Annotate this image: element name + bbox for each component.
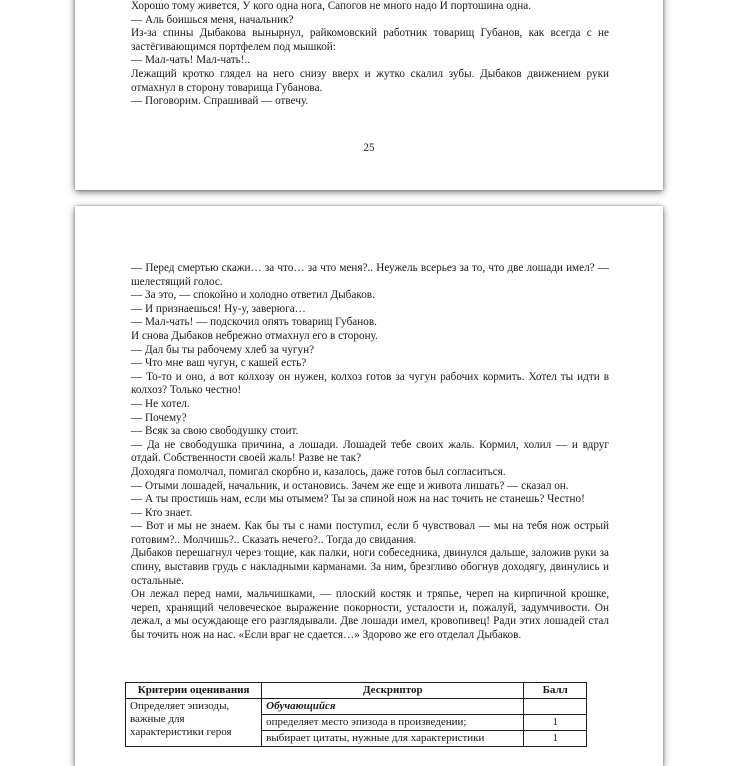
subheader-learner: Обучающийся <box>262 699 524 715</box>
paragraph: Доходяга помолчал, помигал скорбно и, казалось, даже готов был согласиться. <box>131 465 506 478</box>
paragraph: — Не хотел. <box>131 397 190 410</box>
document-page-bottom <box>75 206 663 766</box>
paragraph: — Перед смертью скажи… за что… за что меня?.. Неужель всерьез за то, что две лошади имел? — шелестящий голос. <box>131 262 609 288</box>
header-score: Балл <box>524 683 587 699</box>
paragraph: Из-за спины Дыбакова вынырнул, райкомовский работник товарищ Губанов, как всегда с не застёгивающимся портфелем под мышкой: <box>131 27 609 53</box>
paragraph: Хорошо тому живется, У кого одна нога, Сапогов не много надо И портошина одна. <box>131 0 531 12</box>
score-cell: 1 <box>524 715 587 731</box>
paragraph: — И признаешься! Ну-у, заверюга… <box>131 302 306 315</box>
descriptor-cell: определяет место эпизода в произведении; <box>262 715 524 731</box>
assessment-criteria-table <box>125 682 587 747</box>
paragraph: — Что мне ваш чугун, с кашей есть? <box>131 357 307 370</box>
paragraph: — Почему? <box>131 411 187 424</box>
table-subheader-row <box>126 699 587 715</box>
paragraph: — То-то и оно, а вот колхозу он нужен, колхоз готов за чугун рабочих кормить. Хотел ты идти в колхоз? Только честно! <box>131 370 609 397</box>
paragraph: — Мал-чать! Мал-чать!.. <box>131 54 251 67</box>
paragraph: Дыбаков перешагнул через тощие, как палки, ноги собеседника, двинулся дальше, заложив руки за спину, выставив грудь с накладными карманами. За ним, брезгливо обогнув доходягу, двинулись и остальные. <box>131 547 609 587</box>
paragraph: — Мал-чать! — подскочил опять товарищ Губанов. <box>131 316 377 329</box>
document-page-top <box>75 0 663 190</box>
descriptor-cell: выбирает цитаты, нужные для характеристики <box>262 731 524 747</box>
paragraph: И снова Дыбаков небрежно отмахнул его в сторону. <box>131 329 378 342</box>
score-cell: 1 <box>524 731 587 747</box>
paragraph: — За это, — спокойно и холодно ответил Дыбаков. <box>131 289 375 302</box>
page-bottom-text <box>131 262 609 643</box>
criterion-text-cut: характеристики героя <box>130 726 232 738</box>
paragraph: Лежащий кротко глядел на него снизу вверх и жутко скалил зубы. Дыбаков движением руки отмахнул в сторону товарища Губанова. <box>131 67 609 94</box>
paragraph: — Отыми лошадей, начальник, и остановись. Зачем же еще и живота лишать? — сказал он. <box>131 479 569 492</box>
paragraph: Он лежал перед нами, мальчишками, — плоский костяк и тряпье, череп на кирпичной крошке, череп, хранящий человеческое выражение покорности, усталости и, пожалуй, задумчивости. Он лежал, а мы осуждающе его разглядывали. Две лошади имел, кровопивец! Ради этих лошадей стал бы точить нож на нас. «Если враг не сдается…» Здорово же его отделал Дыбаков. <box>131 588 609 642</box>
page-top-text <box>131 0 609 109</box>
paragraph: — Поговорим. Спрашивай — отвечу. <box>131 95 309 108</box>
paragraph: — А ты простишь нам, если мы отымем? Ты за спиной нож на нас точить не станешь? Честно! <box>131 493 585 506</box>
subheader-empty <box>524 699 587 715</box>
header-criteria: Критерии оценивания <box>126 683 262 699</box>
paragraph: — Аль боишься меня, начальник? <box>131 13 294 26</box>
criterion-text: Определяет эпизоды, важные для <box>130 700 230 725</box>
paragraph: — Да не свободушка причина, а лошади. Лошадей тебе своих жаль. Кормил, холил — и вдруг отдай. Собственности своей жаль! Разве не так? <box>131 438 609 465</box>
paragraph: — Вот и мы не знаем. Как бы ты с нами поступил, если б чувствовал — мы на тебя нож острый готовим?.. Молчишь?.. Сказать нечего?.. Тогда до свидания. <box>131 520 609 546</box>
criterion-cell <box>126 699 262 747</box>
paragraph: — Дал бы ты рабочему хлеб за чугун? <box>131 343 315 356</box>
paragraph: — Всяк за свою свободушку стоит. <box>131 425 299 438</box>
header-descriptor: Дескриптор <box>262 683 524 699</box>
table-header-row <box>126 683 587 699</box>
paragraph: — Кто знает. <box>131 506 193 519</box>
page-number: 25 <box>363 142 375 154</box>
